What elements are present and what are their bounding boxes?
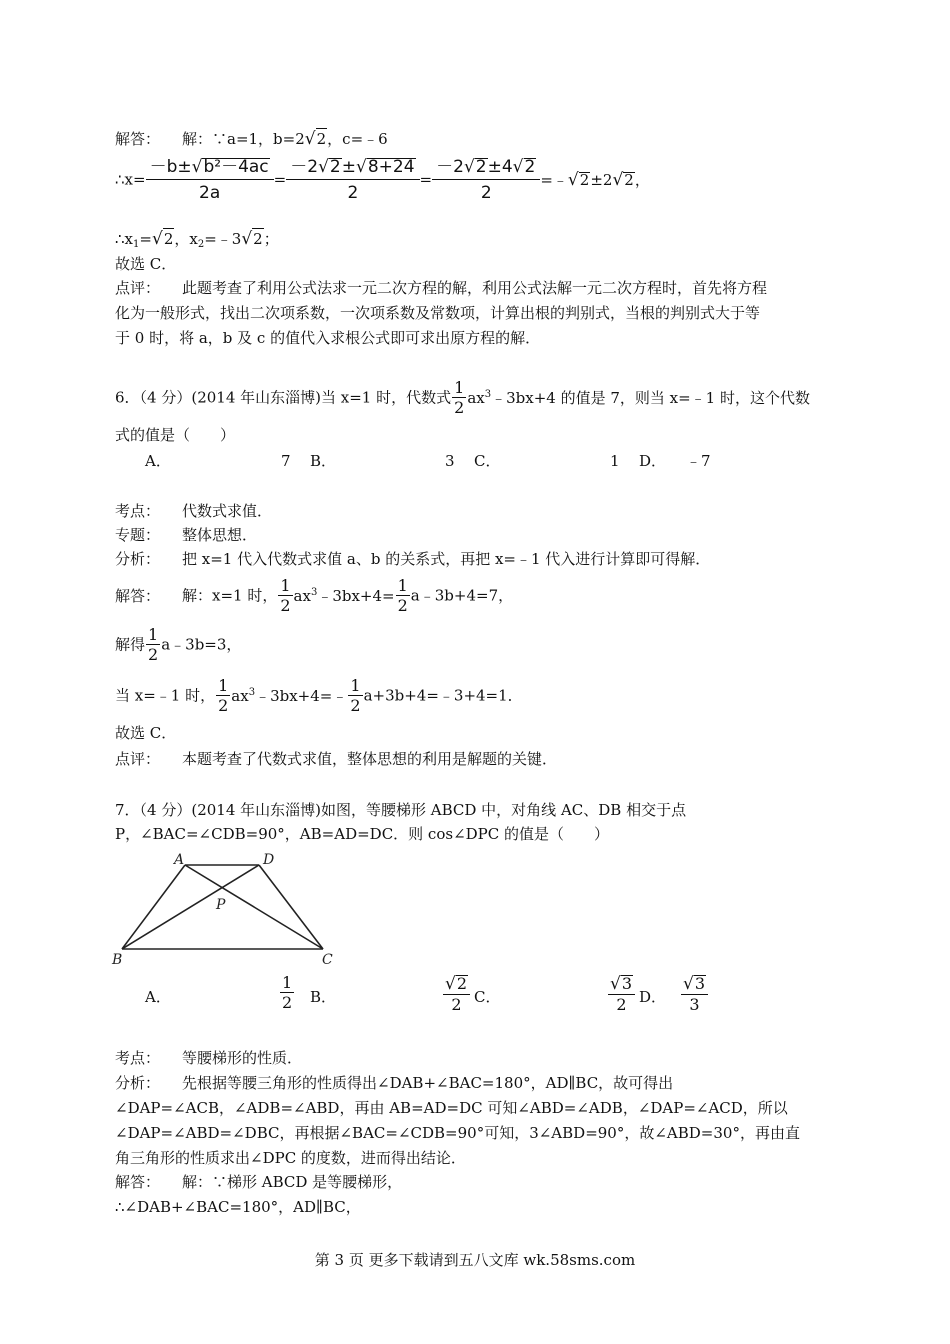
- f3-rad-2: 2: [475, 157, 487, 177]
- roots-b: =: [139, 230, 152, 248]
- edge-ab: [122, 865, 185, 949]
- q7-option-a-value: $\frac{1}{2}$: [282, 973, 293, 1012]
- q6-fenxi: 分析： 把 x=1 代入代数式求值 a、b 的关系式，再把 x=﹣1 代入进行计算即可得解．: [115, 550, 711, 568]
- f2-rad-2: 2: [329, 157, 341, 177]
- q6-jieda-line-1: 解答： 解：x=1 时， $\frac{1}{2}$ $ax^3﹣3bx+4=$ $\frac{1}{2}$ a﹣3b+4=7，: [115, 576, 514, 615]
- therefore-x: ∴x=: [115, 170, 146, 189]
- q7-jieda-line-1: 解答： 解：∵梯形 ABCD 是等腰梯形，: [115, 1173, 403, 1191]
- q6-jieda-line-3: 当 x=﹣1 时， $\frac{1}{2}$ $ax^3﹣3bx+4=﹣$ $\frac{1}{2}$ a+3b+4=﹣3+4=1．: [115, 676, 523, 715]
- q6-pingping: 点评： 本题考查了代数式求值，整体思想的利用是解题的关键．: [115, 750, 558, 768]
- quadratic-formula-line: ∴x= $\frac{\text{－b±√b²－4ac}}{2a}$ = $\frac{-2√2\pm√8+24}{2}$ = $\frac{-2√2\pm 4√2}{2}$ =﹣√2±2√2，: [115, 157, 650, 203]
- result-a: =﹣: [540, 170, 568, 189]
- q5-comment-line-3: 于 0 时，将 a，b 及 c 的值代入求根公式即可求出原方程的解．: [115, 329, 541, 347]
- q5-choice: 故选 C．: [115, 255, 177, 273]
- q7-option-b-letter: B．: [310, 988, 337, 1006]
- trapezoid-figure: [110, 848, 350, 968]
- formula-fraction-2: $\frac{-2√2\pm√8+24}{2}$: [286, 158, 419, 202]
- roots-rad-1: 2: [163, 230, 174, 248]
- q6-zhuanti: 专题： 整体思想．: [115, 526, 258, 544]
- diagonal-db: [122, 865, 259, 949]
- q6-option-b-letter: B．: [310, 452, 337, 470]
- q6-option-c-value: 1: [610, 452, 620, 470]
- f3-rad-2b: 2: [524, 157, 536, 177]
- q6-option-a-letter: A．: [145, 452, 171, 470]
- q6-stem-line-1: 6．（4 分）(2014 年山东淄博)当 x=1 时，代数式 $\frac{1}{2}$ $ax^3﹣3bx+4$ 的值是 7，则当 x=﹣1 时，这个代数: [115, 378, 810, 417]
- edge-dc: [259, 865, 323, 949]
- result-c: ，: [634, 170, 650, 189]
- f3-den: 2: [480, 183, 492, 203]
- roots-line: $\therefore x_1=√2$，$x_2=﹣3√2$；: [115, 229, 279, 250]
- roots-d: =﹣3: [204, 230, 242, 248]
- solution-text: 解：∵a=1，b=2: [182, 130, 305, 148]
- f3-num-b: ±4: [487, 157, 513, 177]
- f1-num-rad: b²－4ac: [203, 157, 269, 177]
- radical-sign: √: [304, 129, 316, 149]
- q7-option-d-letter: D．: [639, 988, 667, 1006]
- comment-text-1: 此题考查了利用公式法求一元二次方程的解，利用公式法解一元二次方程时，首先将方程: [182, 279, 768, 297]
- vertex-label-a: A: [174, 852, 185, 868]
- q7-jieda-line-2: ∴∠DAB+∠BAC=180°，AD∥BC，: [115, 1198, 361, 1216]
- result-rad-2: 2: [624, 170, 634, 189]
- half-fraction: $\frac{1}{2}$: [454, 378, 465, 417]
- q7-fenxi-line-3: ∠DAP=∠ABD=∠DBC，再根据∠BAC=∠CDB=90°可知，3∠ABD=90°，故∠ABD=30°，再由直: [115, 1124, 800, 1142]
- q6-stem-line-2: 式的值是（ ）: [115, 426, 236, 444]
- roots-a: ∴x: [115, 230, 134, 248]
- q6-jieda-line-2: 解得 $\frac{1}{2}$ a﹣3b=3，: [115, 625, 242, 664]
- f1-num-a: －b±: [149, 157, 192, 177]
- vertex-label-b: B: [112, 952, 123, 968]
- q6-stem-c: ﹣3bx+4 的值是 7，则当 x=﹣1 时，这个代数: [491, 389, 810, 407]
- q6-kaodian: 考点： 代数式求值．: [115, 502, 273, 520]
- roots-c: ，x: [174, 230, 198, 248]
- half-fraction: $\frac{1}{2}$: [280, 576, 291, 615]
- f2-num-rad: 8+24: [367, 157, 415, 177]
- solution-label: 解答：: [115, 130, 161, 148]
- diagonal-ac: [185, 865, 323, 949]
- f2-den: 2: [347, 183, 359, 203]
- vertex-label-d: D: [263, 852, 275, 868]
- half-fraction: $\frac{1}{2}$: [397, 576, 408, 615]
- q7-option-a-letter: A．: [145, 988, 171, 1006]
- half-fraction: $\frac{1}{2}$: [148, 625, 159, 664]
- q7-option-d-value: $\frac{√3}{3}$: [680, 975, 709, 1013]
- q5-comment-line-2: 化为一般形式，找出二次项系数，一次项系数及常数项，计算出根的判别式，当根的判别式大于等: [115, 304, 761, 322]
- formula-fraction-1: $\frac{\text{－b±√b²－4ac}}{2a}$: [146, 158, 274, 202]
- solution-text-tail: ，c=﹣6: [327, 130, 388, 148]
- point-label-p: P: [216, 897, 226, 913]
- q6-option-b-value: 3: [445, 452, 455, 470]
- q5-solution-line: [115, 128, 388, 149]
- half-fraction: $\frac{1}{2}$: [218, 676, 229, 715]
- vertex-label-c: C: [322, 952, 333, 968]
- q7-kaodian: 考点： 等腰梯形的性质．: [115, 1049, 303, 1067]
- comment-label: 点评：: [115, 279, 161, 297]
- q6-option-a-value: 7: [281, 452, 291, 470]
- q7-fenxi-line-4: 角三角形的性质求出∠DPC 的度数，进而得出结论．: [115, 1149, 466, 1167]
- q6-stem-a: 6．（4 分）(2014 年山东淄博)当 x=1 时，代数式: [115, 388, 452, 407]
- half-fraction: $\frac{1}{2}$: [350, 676, 361, 715]
- eq-sign: =: [273, 170, 287, 189]
- q7-stem-line-1: 7．（4 分）(2014 年山东淄博)如图，等腰梯形 ABCD 中，对角线 AC、DB 相交于点: [115, 801, 687, 819]
- f3-num-a: －2: [436, 157, 464, 177]
- roots-e: ；: [263, 230, 279, 248]
- result-rad-1: 2: [579, 170, 590, 189]
- f2-num-b: ±: [341, 157, 356, 177]
- page-footer: 第 3 页 更多下载请到五八文库 wk.58sms.com: [314, 1251, 636, 1269]
- q6-option-d-value: ﹣7: [686, 452, 711, 470]
- radicand: 2: [316, 130, 327, 148]
- f1-den: 2a: [199, 183, 221, 203]
- roots-rad-2: 2: [253, 230, 263, 248]
- q7-fenxi-line-1: 分析： 先根据等腰三角形的性质得出∠DAB+∠BAC=180°，AD∥BC，故可得出: [115, 1074, 674, 1092]
- f2-num-a: －2: [290, 157, 319, 177]
- q6-option-c-letter: C．: [474, 452, 501, 470]
- q6-option-d-letter: D．: [639, 452, 667, 470]
- q7-fenxi-line-2: ∠DAP=∠ACB，∠ADB=∠ABD，再由 AB=AD=DC 可知∠ABD=∠ADB，∠DAP=∠ACD，所以: [115, 1099, 788, 1117]
- q7-stem-line-2: P，∠BAC=∠CDB=90°，AB=AD=DC．则 cos∠DPC 的值是（ ）: [115, 825, 609, 843]
- q6-choice: 故选 C．: [115, 724, 177, 742]
- result-b: ±2: [590, 170, 613, 189]
- q5-comment-line-1: [115, 278, 767, 298]
- q7-option-c-value: $\frac{√3}{2}$: [607, 975, 636, 1013]
- formula-fraction-3: $\frac{-2√2\pm 4√2}{2}$: [432, 158, 540, 202]
- q6-stem-b: ax: [467, 389, 485, 407]
- q7-option-b-value: $\frac{√2}{2}$: [442, 975, 471, 1013]
- eq-sign-2: =: [419, 170, 433, 189]
- q7-option-c-letter: C．: [474, 988, 501, 1006]
